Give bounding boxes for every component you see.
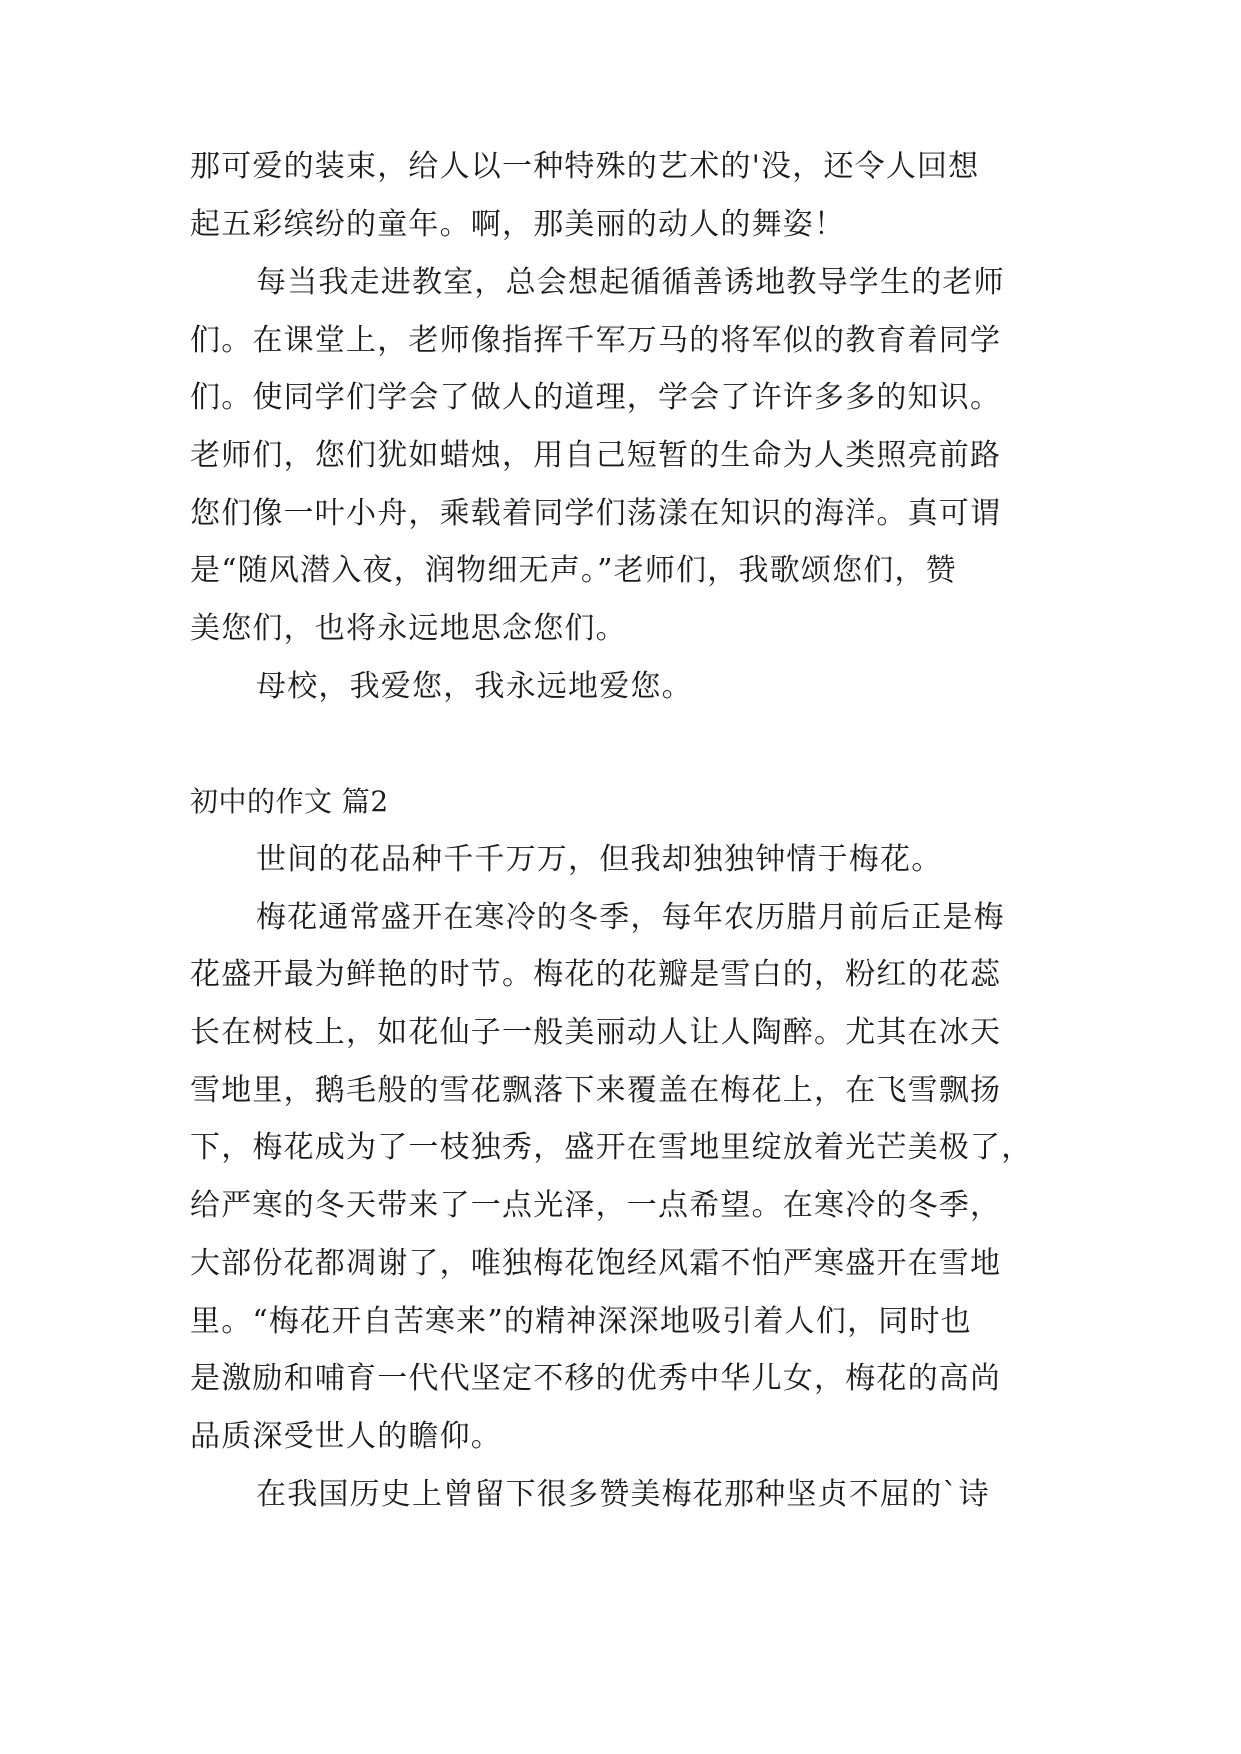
text-line: 品质深受世人的瞻仰。 bbox=[190, 1419, 502, 1454]
text-line: 在我国历史上曾留下很多赞美梅花那种坚贞不屈的`诗 bbox=[256, 1477, 990, 1512]
text-line: 美您们，也将永远地思念您们。 bbox=[190, 611, 627, 646]
text-line: 起五彩缤纷的童年。啊，那美丽的动人的舞姿！ bbox=[190, 207, 846, 242]
text-line: 世间的花品种千千万万，但我却独独钟情于梅花。 bbox=[256, 842, 943, 877]
text-line: 梅花通常盛开在寒冷的冬季，每年农历腊月前后正是梅 bbox=[256, 900, 1005, 935]
text-line: 们。使同学们学会了做人的道理，学会了许许多多的知识。 bbox=[190, 380, 1002, 415]
text-line: 每当我走进教室，总会想起循循善诱地教导学生的老师 bbox=[256, 265, 1005, 300]
text-line: 下，梅花成为了一枝独秀，盛开在雪地里绽放着光芒美极了， bbox=[190, 1130, 1033, 1165]
text-line: 里。“梅花开自苦寒来”的精神深深地吸引着人们，同时也 bbox=[190, 1304, 972, 1339]
text-line: 雪地里，鹅毛般的雪花飘落下来覆盖在梅花上，在飞雪飘扬 bbox=[190, 1073, 1002, 1108]
text-line: 老师们，您们犹如蜡烛，用自己短暂的生命为人类照亮前路 bbox=[190, 438, 1002, 473]
text-line: 花盛开最为鲜艳的时节。梅花的花瓣是雪白的，粉红的花蕊 bbox=[190, 957, 1002, 992]
text-line: 给严寒的冬天带来了一点光泽，一点希望。在寒冷的冬季， bbox=[190, 1188, 1002, 1223]
text-line: 您们像一叶小舟，乘载着同学们荡漾在知识的海洋。真可谓 bbox=[190, 496, 1002, 531]
section-heading: 初中的作文 篇2 bbox=[190, 785, 389, 818]
text-line: 长在树枝上，如花仙子一般美丽动人让人陶醉。尤其在冰天 bbox=[190, 1015, 1002, 1050]
text-line: 那可爱的装束，给人以一种特殊的艺术的'没，还令人回想 bbox=[190, 149, 980, 184]
text-line: 们。在课堂上，老师像指挥千军万马的将军似的教育着同学 bbox=[190, 323, 1002, 358]
text-line: 是激励和哺育一代代坚定不移的优秀中华儿女，梅花的高尚 bbox=[190, 1361, 1002, 1396]
text-line: 大部份花都凋谢了，唯独梅花饱经风霜不怕严寒盛开在雪地 bbox=[190, 1246, 1002, 1281]
text-line: 是“随风潜入夜，润物细无声。”老师们，我歌颂您们，赞 bbox=[190, 553, 957, 588]
text-line: 母校，我爱您，我永远地爱您。 bbox=[256, 669, 693, 704]
